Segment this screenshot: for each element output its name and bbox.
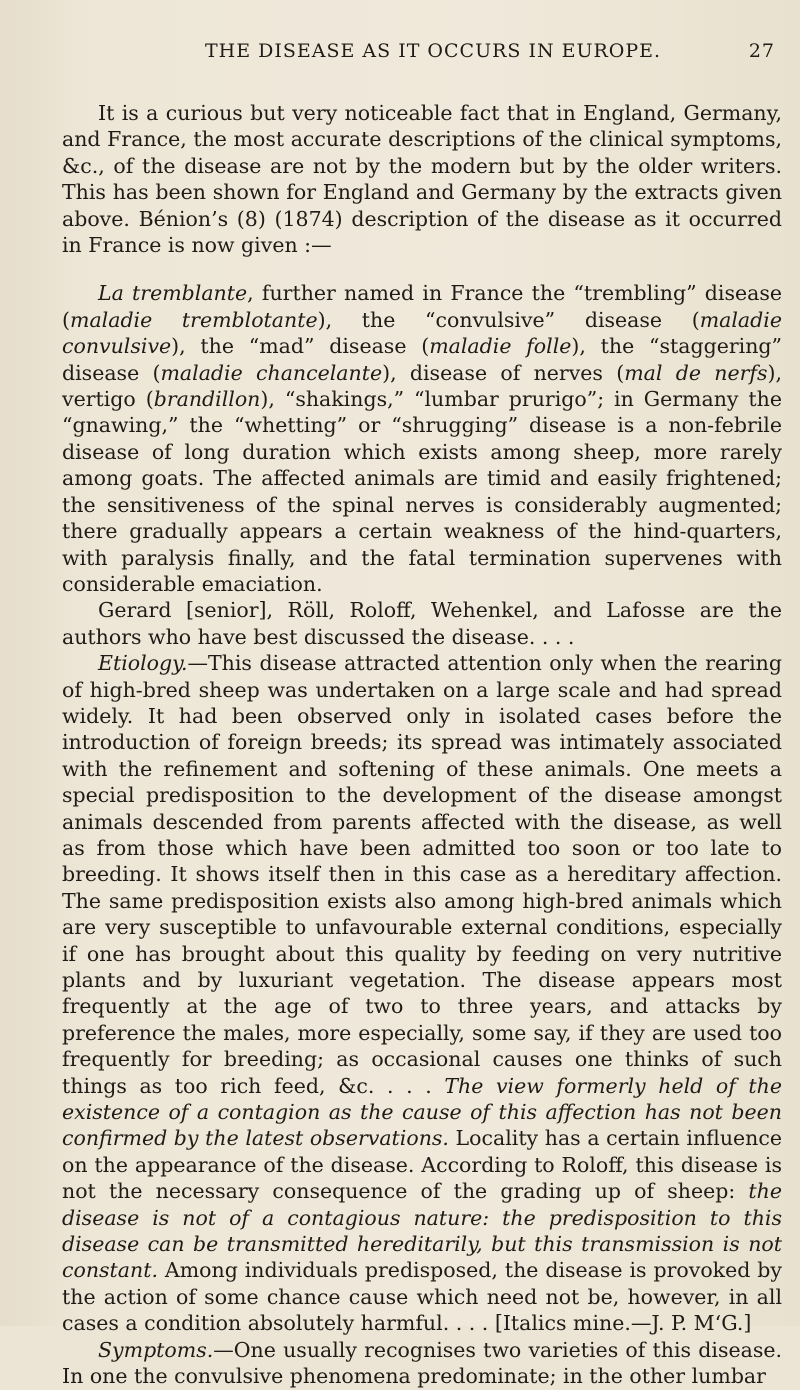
italic-run: maladie folle xyxy=(429,334,572,359)
italic-run: Etiology. xyxy=(98,651,188,676)
italic-run: maladie chancelante xyxy=(160,360,383,385)
text-run: Among individuals predisposed, the disease is provoked by the action of some chance cause which need not be, however, in all cases a condition absolutely harmful. . . . [Italics mine.—J. P. M‘G.] xyxy=(62,1258,782,1336)
body-text xyxy=(62,100,782,1390)
text-run: ), the “convulsive” disease ( xyxy=(317,307,700,332)
text-run: Gerard [senior], Röll, Roloff, Wehenkel, and Lafosse are the authors who have best discussed the disease. . . . xyxy=(62,598,782,649)
italic-run: La tremblante xyxy=(98,281,248,306)
page-number: 27 xyxy=(748,40,775,62)
text-run: ), “shakings,” “lumbar prurigo”; in Germany the “gnawing,” the “whetting” or “shrugging” disease is a non-febrile disease of long duration which exists among sheep, more rarely among goats. The affected animals are timid and easily frightened; the sensitiveness of the spinal nerves is considerably augmented; there gradually appears a certain weakness of the hind-quarters, with paralysis finally, and the fatal termination supervenes with considerable emaciation. xyxy=(62,387,782,596)
italic-run: brandillon xyxy=(153,387,261,412)
paragraph-intro xyxy=(62,100,782,258)
text-run: ), vertigo ( xyxy=(62,360,782,412)
paragraph-etiology xyxy=(62,650,782,1337)
italic-run: the disease is not of a contagious nature: the predisposition to this disease can be transmitted hereditarily, but this transmission is not constant. xyxy=(62,1179,782,1283)
italic-run: maladie convulsive xyxy=(62,307,782,359)
text-run: —One usually recognises two varieties of this disease. In one the convulsive phenomena predominate; in the other lumbar xyxy=(62,1337,782,1389)
italic-run: maladie tremblotante xyxy=(70,307,318,332)
text-run: ), the “mad” disease ( xyxy=(171,334,430,359)
paragraph-tremblante xyxy=(62,280,782,597)
running-head-title: THE DISEASE AS IT OCCURS IN EUROPE. xyxy=(205,40,662,62)
text-run: —This disease attracted attention only when the rearing of high-bred sheep was undertaken on a large scale and had spread widely. It had been observed only in isolated cases before the introduction of foreign breeds; its spread was intimately associated with the refinement and softening of these animals. One meets a special predisposition to the development of the disease amongst animals descended from parents affected with the disease, as well as from those which have been admitted too soon or too late to breeding. It shows itself then in this case as a hereditary affection. The same predisposition exists also among high-bred animals which are very susceptible to unfavourable external conditions, especially if one has brought about this quality by feeding on very nutritive plants and by luxuriant vegetation. The disease appears most frequently at the age of two to three years, and attacks by preference the males, more especially, some say, if they are used too frequently for breeding; as occasional causes one thinks of such things as too rich feed, &c. . . . xyxy=(62,651,782,1098)
running-head xyxy=(205,40,775,62)
italic-run: Symptoms. xyxy=(98,1337,214,1362)
italic-run: The view formerly held of the existence of a contagion as the cause of this affection has not been confirmed by the latest observations. xyxy=(62,1073,782,1151)
italic-run: mal de nerfs xyxy=(624,360,768,385)
text-run: It is a curious but very noticeable fact that in England, Germany, and France, the most accurate descriptions of the clinical symptoms, &c., of the disease are not by the modern but by the older writers. This has been shown for England and Germany by the extracts given above. Bénion’s (8) (1874) description of the disease as it occurred in France is now given :— xyxy=(62,101,782,258)
paragraph-symptoms xyxy=(62,1337,782,1390)
text-run: ), disease of nerves ( xyxy=(382,360,625,385)
paragraph-authors xyxy=(62,597,782,650)
text-run: ), the “staggering” disease ( xyxy=(62,334,782,385)
text-run: Locality has a certain influence on the appearance of the disease. According to Roloff, this disease is not the necessary consequence of the grading up of sheep: xyxy=(62,1126,782,1204)
text-run: , further named in France the “trembling” disease ( xyxy=(62,281,782,332)
